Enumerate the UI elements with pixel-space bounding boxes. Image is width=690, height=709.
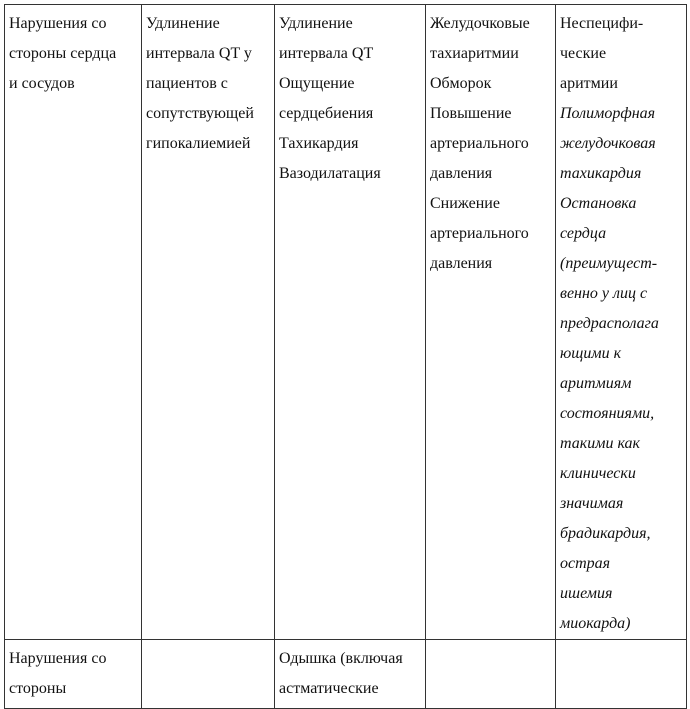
cell-line: тахикардия [560,165,642,182]
cell-line: Снижение [430,195,500,212]
cell-line: Удлинение [279,15,353,32]
cell-line: стороны [9,680,67,697]
cell-line: брадикардия, [560,525,651,542]
cell-line: такими как [560,435,641,452]
cell-line: Вазодилатация [279,165,381,182]
table-row [5,640,687,709]
frequency-cell-4 [426,5,556,640]
cell-line: сопутствующей [146,105,254,122]
cell-line: Нарушения со [9,15,107,32]
cell-line: Остановка [560,195,637,212]
cell-line: клинически [560,465,636,482]
cell-line: интервала QT у [146,45,252,62]
cell-line: венно у лиц с [560,285,648,302]
cell-line: сердцебиения [279,105,374,122]
cell-line: Удлинение [146,15,220,32]
frequency-cell-2 [142,5,275,640]
cell-line: интервала QT [279,45,374,62]
cell-line: астматические [279,680,379,697]
cell-line: миокарда) [560,615,631,632]
cell-line: гипокалиемией [146,135,251,152]
organ-class-cell [5,5,142,640]
cell-line: Одышка (включая [279,650,403,667]
frequency-cell-5 [556,5,687,640]
cell-line: предрасполага [560,315,659,332]
cell-line: (преимущест- [560,255,658,272]
cell-line: тахиаритмии [430,45,519,62]
cell-line: Повышение [430,105,512,122]
cell-line: Неспецифи- [560,15,644,32]
cell-line: артериального [430,135,529,152]
cell-line: и сосудов [9,75,75,92]
cell-line: Нарушения со [9,650,107,667]
cell-line: ющими к [560,345,622,362]
cell-line: давления [430,255,493,272]
frequency-cell-4 [426,640,556,709]
cell-line: Полиморфная [560,105,656,122]
cell-line: ишемия [560,585,613,602]
cell-line: Желудочковые [430,15,530,32]
cell-line: острая [560,555,611,572]
cell-line: пациентов с [146,75,228,92]
cell-line: Ощущение [279,75,355,92]
cell-line: ческие [560,45,607,62]
cell-line: давления [430,165,493,182]
frequency-cell-3 [275,5,426,640]
table-row [5,5,687,640]
cell-line: артериального [430,225,529,242]
cell-line: сердца [560,225,607,242]
cell-line: желудочковая [560,135,656,152]
cell-line: аритмии [560,75,618,92]
cell-line: значимая [560,495,624,512]
cell-line: аритмиям [560,375,632,392]
frequency-cell-3 [275,640,426,709]
frequency-cell-2 [142,640,275,709]
adverse-effects-table [4,4,687,709]
frequency-cell-5 [556,640,687,709]
cell-line: Тахикардия [279,135,359,152]
cell-line: Обморок [430,75,492,92]
cell-line: стороны сердца [9,45,117,62]
cell-line: состояниями, [560,405,655,422]
organ-class-cell [5,640,142,709]
